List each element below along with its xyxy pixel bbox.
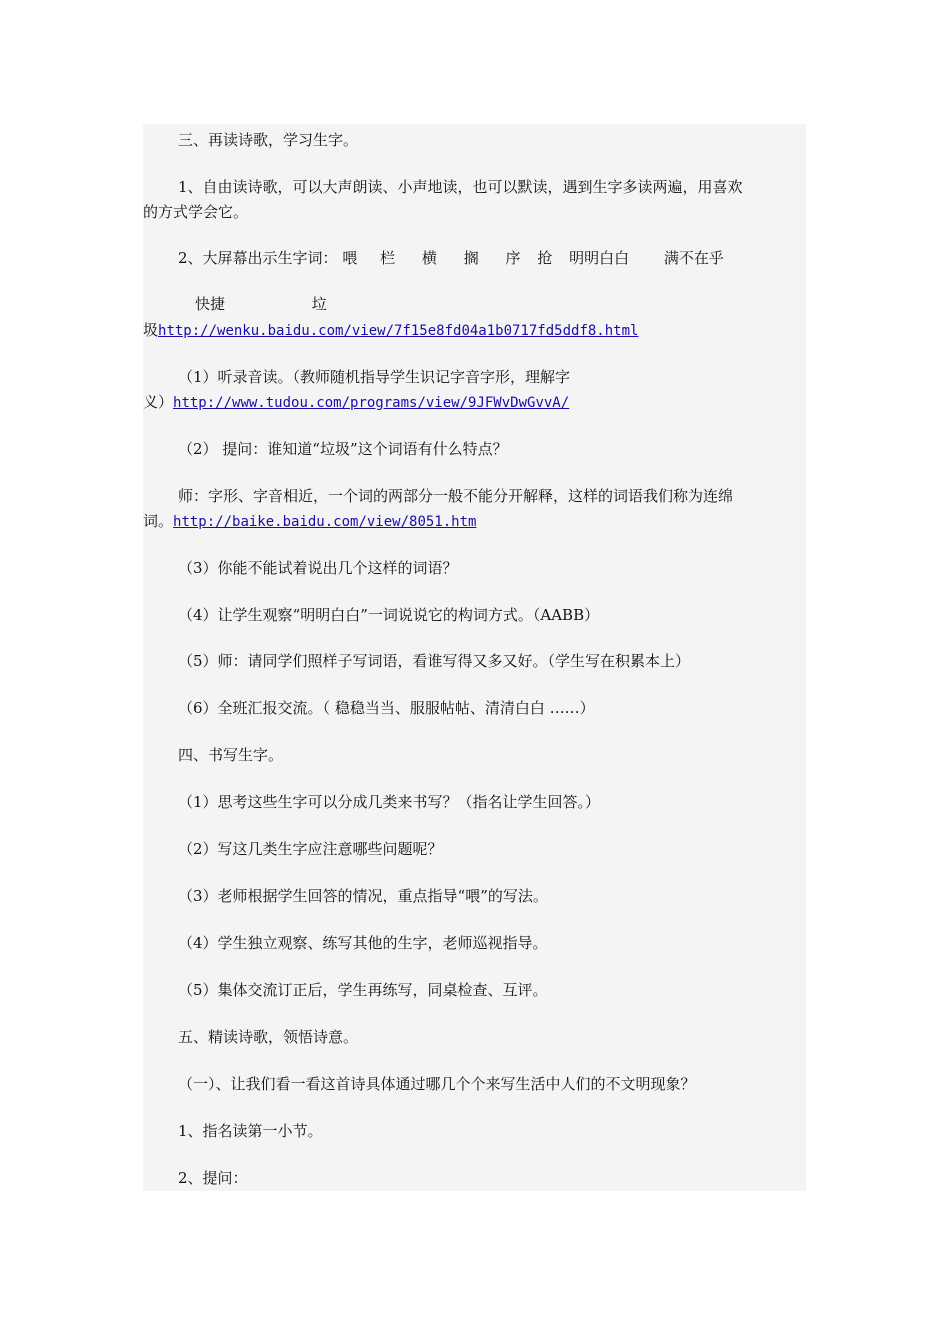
vocab-line	[143, 294, 806, 314]
paragraph-line: （2） 提问：谁知道“垃圾”这个词语有什么特点？	[178, 440, 508, 458]
paragraph-text: 义）	[143, 393, 174, 411]
vocab-line	[143, 248, 806, 268]
tudou-link[interactable]: http://www.tudou.com/programs/view/9JFWvDwGvvA/	[173, 395, 570, 411]
vocab-word: 抢	[537, 249, 553, 267]
paragraph-line: （3）你能不能试着说出几个这样的词语？	[178, 559, 458, 577]
paragraph-line: （5）师：请同学们照样子写词语，看谁写得又多又好。（学生写在积累本上）	[178, 652, 691, 670]
paragraph-line: 师：字形、字音相近，一个词的两部分一般不能分开解释，这样的词语我们称为连绵	[178, 487, 734, 505]
paragraph-line: 2、提问：	[178, 1169, 248, 1187]
vocab-intro: 2、大屏幕出示生字词：	[178, 249, 338, 267]
paragraph-line: （4）学生独立观察、练写其他的生字，老师巡视指导。	[178, 934, 548, 952]
paragraph-line: （2）写这几类生字应注意哪些问题呢？	[178, 840, 443, 858]
paragraph-line: （6）全班汇报交流。（ 稳稳当当、服服帖帖、清清白白 ……）	[178, 699, 595, 717]
vocab-word: 横	[421, 249, 437, 267]
paragraph-text: 词。	[143, 512, 174, 530]
paragraph-line: （4）让学生观察“明明白白”一词说说它的构词方式。（AABB）	[178, 606, 600, 624]
vocab-word: 明明白白	[569, 249, 630, 267]
section-heading-5: 五、精读诗歌，领悟诗意。	[178, 1028, 359, 1046]
wenku-link[interactable]: http://wenku.baidu.com/view/7f15e8fd04a1b0717fd5ddf8.html	[158, 323, 639, 339]
paragraph-line: （1）听录音读。（教师随机指导学生识记字音字形，理解字	[178, 368, 571, 386]
vocab-word: 圾	[143, 321, 159, 339]
paragraph-line: （1）思考这些生字可以分成几类来书写？（指名让学生回答。）	[178, 793, 601, 811]
paragraph-line: 1、指名读第一小节。	[178, 1122, 323, 1140]
vocab-word: 垃	[311, 295, 327, 313]
vocab-word: 搁	[463, 249, 479, 267]
paragraph-line	[143, 511, 806, 532]
section-heading-4: 四、书写生字。	[178, 746, 284, 764]
paragraph-line: （一）、让我们看一看这首诗具体通过哪几个个来写生活中人们的不文明现象？	[178, 1075, 696, 1093]
vocab-word: 序	[505, 249, 521, 267]
vocab-word: 满不在乎	[663, 249, 724, 267]
paragraph-line: 1、自由读诗歌，可以大声朗读、小声地读，也可以默读，遇到生字多读两遍，用喜欢	[178, 178, 743, 196]
vocab-word: 栏	[380, 249, 396, 267]
content-block	[143, 124, 806, 1191]
section-heading-3: 三、再读诗歌，学习生字。	[178, 131, 359, 149]
vocab-word: 喂	[342, 249, 358, 267]
paragraph-line: 的方式学会它。	[143, 203, 249, 221]
baike-link[interactable]: http://baike.baidu.com/view/8051.htm	[173, 514, 477, 530]
vocab-line	[143, 320, 806, 341]
paragraph-line: （5）集体交流订正后，学生再练写，同桌检查、互评。	[178, 981, 548, 999]
paragraph-line: （3）老师根据学生回答的情况，重点指导“喂”的写法。	[178, 887, 548, 905]
paragraph-line	[143, 392, 806, 413]
vocab-word: 快捷	[195, 295, 226, 313]
